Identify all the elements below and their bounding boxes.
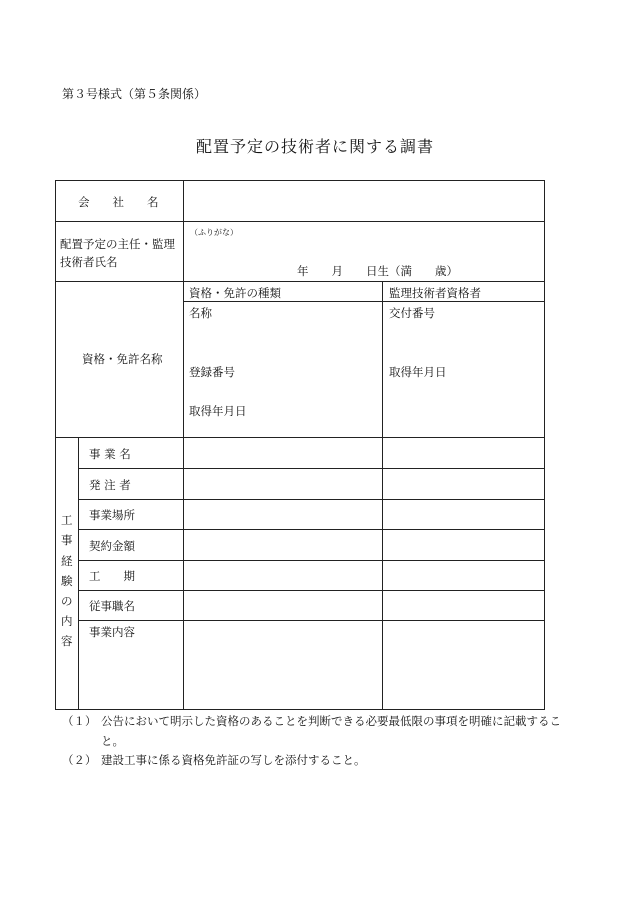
engineer-label: 配置予定の主任・監理 [60,237,175,251]
name-label: 名称 [189,306,212,320]
row-divider [56,437,544,438]
row-divider [56,281,544,282]
experience-side-label: 容 [61,634,73,648]
experience-row-label: 発 注 者 [89,478,131,492]
experience-row-label: 契約金額 [89,539,135,553]
experience-side-label: 事 [61,533,73,547]
experience-side-label: の [61,594,73,608]
experience-row-label: 工 期 [89,569,135,583]
document-title: 配置予定の技術者に関する調書 [195,137,434,156]
row-divider [78,560,544,561]
note-number: （２） [62,753,97,767]
experience-row-label: 事 業 名 [89,447,131,461]
note-text: 建設工事に係る資格免許証の写しを添付すること。 [101,753,366,767]
experience-side-label: 経 [61,554,73,568]
experience-row-label: 事業場所 [89,508,135,522]
row-divider [78,529,544,530]
row-divider [78,468,544,469]
row-divider [78,499,544,500]
issue-number-label: 交付番号 [389,306,435,320]
supervisor-header: 監理技術者資格者 [389,286,481,300]
acquisition-date-label: 取得年月日 [189,404,247,418]
acquisition-date-label: 取得年月日 [389,365,447,379]
col-divider [183,181,184,709]
note-number: （１） [62,714,97,728]
experience-side-label: 内 [61,614,73,628]
qualification-type-header: 資格・免許の種類 [189,286,281,300]
form-number: 第３号様式（第５条関係） [62,87,207,101]
qualification-label: 資格・免許名称 [82,352,163,366]
furigana-label: （ふりがな） [190,228,238,237]
col-divider [382,281,383,709]
experience-row-label: 従事職名 [89,599,135,613]
row-divider [78,620,544,621]
col-divider [78,437,79,709]
row-divider [56,221,544,222]
engineer-table [55,180,545,710]
birth-date-line: 年 月 日生（満 歳） [297,264,458,278]
registration-number-label: 登録番号 [189,365,235,379]
note-text: 公告において明示した資格のあることを判断できる必要最低限の事項を明確に記載するこ [101,714,561,728]
experience-side-label: 工 [61,513,73,527]
row-divider [78,590,544,591]
row-divider [183,301,544,302]
engineer-label: 技術者氏名 [60,255,118,269]
experience-side-label: 験 [61,574,73,588]
experience-row-label: 事業内容 [89,625,135,639]
note-text: と。 [101,734,124,748]
company-label: 会 社 名 [78,195,159,209]
